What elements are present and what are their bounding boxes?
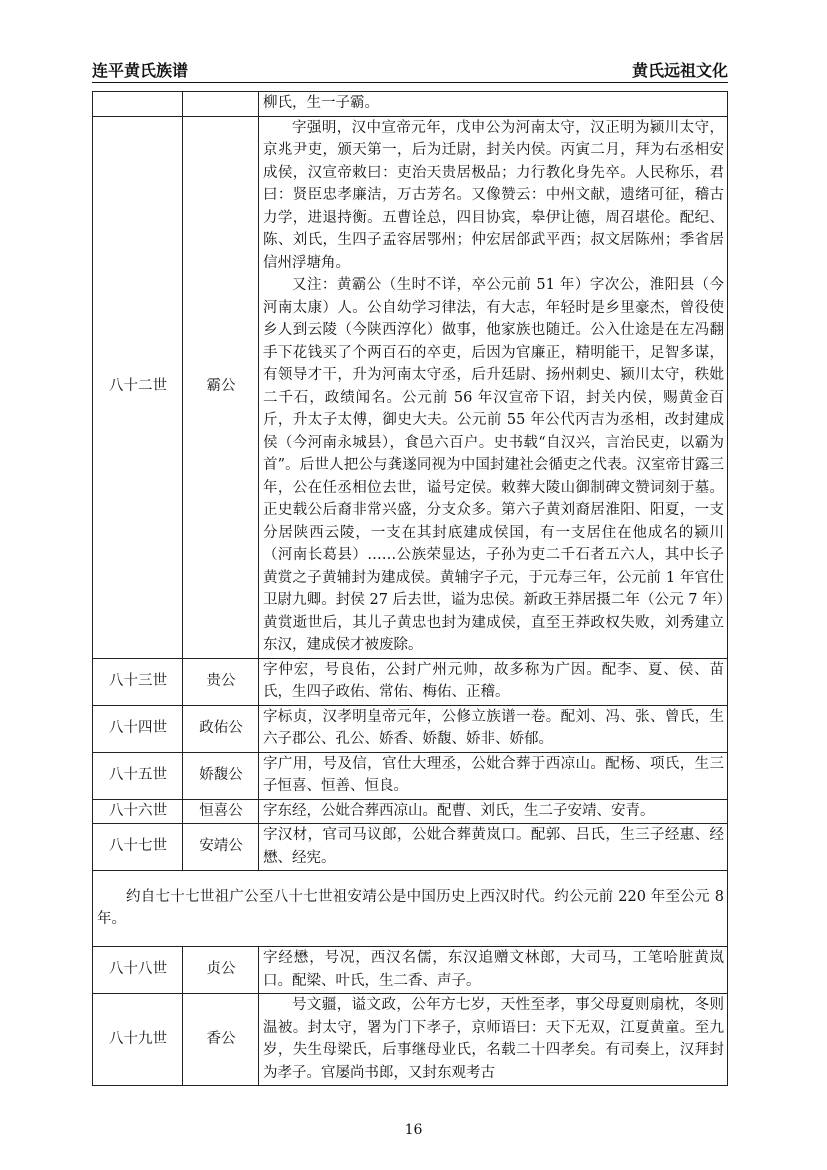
ancestor-name-cell [183, 92, 259, 117]
header-right-title: 黄氏远祖文化 [631, 61, 728, 80]
generation-row [93, 658, 728, 705]
biography-cell [259, 752, 728, 799]
generation-cell: 八十五世 [93, 752, 183, 799]
generation-cell [93, 92, 183, 117]
generation-row [93, 92, 728, 117]
biography-paragraph: 字经懋，号况，西汉名儒，东汉追赠文林郎，大司马，工笔哈脏黄岚口。配梁、叶氏，生二香、声子。 [263, 950, 724, 989]
ancestor-name-cell: 贵公 [183, 658, 259, 705]
biography-paragraph: 号文疆，谥文政，公年方七岁，天性至孝，事父母夏则扇枕，冬则温被。封太守，署为门下孝子，京师语曰：天下无双，江夏黄童。至九岁，失生母梁氏，后事继母业氏，名载二十四孝矣。有司奏上，汉拜封为孝子。官屡尚书郎，又封东观考古 [263, 997, 724, 1081]
generation-row [93, 752, 728, 799]
ancestor-name-cell: 娇馥公 [183, 752, 259, 799]
generation-row [93, 799, 728, 824]
biography-paragraph: 柳氏，生一子霸。 [263, 95, 379, 111]
generation-row [93, 705, 728, 752]
biography-cell [259, 705, 728, 752]
biography-paragraph: 字标贞，汉孝明皇帝元年，公修立族谱一卷。配刘、冯、张、曾氏，生六子郡公、孔公、娇香、娇馥、娇非、娇郁。 [263, 708, 724, 747]
era-note-cell [93, 871, 728, 947]
generation-cell: 八十七世 [93, 824, 183, 871]
header-rule [92, 82, 728, 83]
biography-paragraph: 字仲宏，号良佑，公封广州元帅，故多称为广因。配李、夏、侯、苗氏，生四子政佑、常佑、梅佑、正稽。 [263, 661, 724, 700]
generation-cell: 八十九世 [93, 994, 183, 1086]
biography-cell [259, 799, 728, 824]
biography-cell [259, 994, 728, 1086]
generation-cell: 八十三世 [93, 658, 183, 705]
biography-cell [259, 947, 728, 994]
era-note-text: 约自七十七世祖广公至八十七世祖安靖公是中国历史上西汉时代。约公元前 220 年至公元 8 年。 [97, 888, 724, 927]
generation-row [93, 116, 728, 658]
biography-cell [259, 824, 728, 871]
generation-cell: 八十四世 [93, 705, 183, 752]
generation-cell: 八十二世 [93, 116, 183, 658]
biography-paragraph: 字广用，号及信，官仕大理丞，公妣合葬于西凉山。配杨、项氏，生三子恒喜、恒善、恒良。 [263, 755, 724, 794]
ancestor-name-cell: 香公 [183, 994, 259, 1086]
header-left-title: 连平黄氏族谱 [92, 61, 189, 80]
biography-cell [259, 658, 728, 705]
ancestor-name-cell: 霸公 [183, 116, 259, 658]
generation-row [93, 994, 728, 1086]
biography-cell [259, 116, 728, 658]
note-row [93, 871, 728, 947]
biography-cell [259, 92, 728, 117]
biography-paragraph: 字强明，汉中宣帝元年，戊申公为河南太守，汉正明为颍川太守，京兆尹吏，颁天第一，后为迁尉，封关内侯。丙寅二月，拜为右丞相安成侯，汉宣帝敕曰：吏治天贵居极品；力行教化身先卒。人民称乐，君曰：贤臣忠孝廉洁，万古芳名。又像赞云：中州文献，遗绪可征，稽古力学，进退持衡。五曹诠总，四目协宾，皋伊让德，周召堪伦。配纪、陈、刘氏，生四子孟容居鄂州；仲宏居郃武平西；叔文居陈州；季省居信州浮塘角。 [263, 119, 724, 271]
biography-paragraph: 字汉材，官司马议郎，公妣合葬黄岚口。配郭、吕氏，生三子经惠、经懋、经宪。 [263, 827, 724, 866]
ancestor-name-cell: 贞公 [183, 947, 259, 994]
generation-row [93, 947, 728, 994]
biography-paragraph: 字东经，公妣合葬西凉山。配曹、刘氏，生二子安靖、安青。 [263, 802, 655, 819]
page-header [92, 58, 728, 80]
generation-cell: 八十八世 [93, 947, 183, 994]
page-number: 16 [404, 1122, 423, 1138]
ancestor-name-cell: 安靖公 [183, 824, 259, 871]
ancestor-name-cell: 政佑公 [183, 705, 259, 752]
ancestor-name-cell: 恒喜公 [183, 799, 259, 824]
genealogy-table-body [93, 92, 728, 1086]
biography-paragraph: 又注：黄霸公（生时不详，卒公元前 51 年）字次公，淮阳县（今河南太康）人。公自幼学习律法，有大志，年轻时是乡里豪杰，曾役使乡人到云陵（今陕西淳化）做事，他家族也随迁。公入仕途是在左冯翻手下花钱买了个两百石的卒吏，后因为官廉正，精明能干，足智多谋，有领导才干，升为河南太守丞，后升廷尉、扬州刺史、颍川太守，秩妣二千石，政绩闻名。公元前 56 年汉宣帝下诏，封关内侯，赐黄金百斤，升太子太傅，御史大夫。公元前 55 年公代丙吉为丞相，改封建成侯（今河南永城县），食邑六百户。史书载“自汉兴，言治民吏，以霸为首”。后世人把公与龚遂同视为中国封建社会循吏之代表。汉室帝甘露三年，公在任丞相位去世，谥号定侯。敕葬大陵山御制碑文赞词刻于墓。正史载公后裔非常兴盛，分支众多。第六子黄刘裔居淮阳、阳夏，一支分居陕西云陵，一支在其封底建成侯国，有一支居住在他成名的颍川（河南长葛县）……公族荣显达，子孙为吏二千石者五六人，其中长子黄赏之子黄辅封为建成侯。黄辅字子元，于元寿三年，公元前 1 年官仕卫尉九卿。封侯 27 后去世，谥为忠侯。新政王莽居摄二年（公元 7 年）黄赏逝世后，其儿子黄忠也封为建成侯，直至王莽政权失败，刘秀建立东汉，建成侯才被废除。 [263, 277, 724, 653]
generation-row [93, 824, 728, 871]
generation-cell: 八十六世 [93, 799, 183, 824]
genealogy-table [92, 91, 728, 1086]
